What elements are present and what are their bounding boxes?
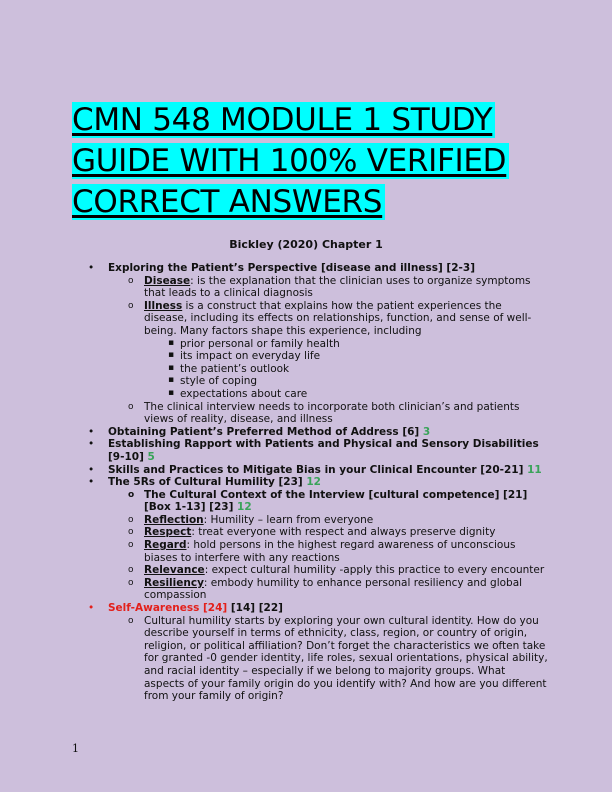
- sub-sub-list-item: ▪ prior personal or family health: [168, 337, 340, 350]
- circle-bullet-icon: o: [128, 615, 134, 626]
- circle-bullet-icon: o: [128, 489, 135, 500]
- sub-sub-list-item: ▪ expectations about care: [168, 387, 308, 400]
- title-line-3: CORRECT ANSWERS: [72, 182, 552, 223]
- circle-bullet-icon: o: [128, 540, 134, 551]
- list-item: • Self-Awareness [24] [14] [22]: [88, 602, 283, 615]
- subtitle: Bickley (2020) Chapter 1: [229, 238, 383, 251]
- title-line-2: GUIDE WITH 100% VERIFIED: [72, 141, 552, 182]
- answer-number: 12: [306, 476, 321, 489]
- circle-bullet-icon: o: [128, 527, 134, 538]
- document-title: [72, 100, 552, 223]
- term-respect: Respect: [144, 526, 192, 539]
- square-bullet-icon: ▪: [168, 350, 175, 361]
- study-guide-list: [88, 262, 548, 703]
- bullet-icon: •: [88, 438, 95, 451]
- bullet-icon: •: [88, 262, 95, 274]
- sub-list-item: o Reflection: Humility – learn from everyone: [128, 513, 374, 526]
- term-regard: Regard: [144, 539, 187, 552]
- sub-list-item: o Illness is a construct that explains how the patient experiences the disease, including its effects on relationships, function, and sense of well-being. Many factors shape this experience, including: [128, 299, 532, 337]
- sub-sub-list-item: ▪ its impact on everyday life: [168, 350, 321, 363]
- term-resiliency: Resiliency: [144, 576, 204, 589]
- sub-list-item: o Regard: hold persons in the highest regard awareness of unconscious biases to interfere with any reactions: [128, 539, 516, 564]
- square-bullet-icon: ▪: [168, 362, 175, 373]
- square-bullet-icon: ▪: [168, 387, 175, 398]
- sub-list-item: o Resiliency: embody humility to enhance personal resiliency and global compassion: [128, 576, 523, 602]
- title-line-1: CMN 548 MODULE 1 STUDY: [72, 100, 552, 141]
- circle-bullet-icon: o: [128, 577, 134, 588]
- sub-list-item: o Disease: is the explanation that the clinician uses to organize symptoms that leads to a clinical diagnosis: [128, 274, 531, 300]
- list-item: • The 5Rs of Cultural Humility [23] 12: [88, 476, 321, 489]
- answer-number: 11: [527, 463, 542, 476]
- answer-number: 3: [422, 425, 431, 438]
- square-bullet-icon: ▪: [168, 337, 175, 348]
- sub-sub-list-item: ▪ style of coping: [168, 375, 258, 388]
- term-relevance: Relevance: [144, 564, 205, 577]
- list-item: • Skills and Practices to Mitigate Bias in your Clinical Encounter [20-21] 11: [88, 463, 542, 476]
- circle-bullet-icon: o: [128, 565, 134, 576]
- list-item: • Obtaining Patient’s Preferred Method of Address [6] 3: [88, 425, 431, 438]
- term-reflection: Reflection: [144, 513, 204, 526]
- list-item: • Exploring the Patient’s Perspective [disease and illness] [2-3]: [88, 262, 475, 274]
- self-awareness-heading: Self-Awareness [24]: [108, 602, 228, 615]
- square-bullet-icon: ▪: [168, 375, 175, 386]
- sub-list-item: o Relevance: expect cultural humility -apply this practice to every encounter: [128, 564, 545, 577]
- circle-bullet-icon: o: [128, 514, 134, 525]
- sub-list-item: o Respect: treat everyone with respect and always preserve dignity: [128, 526, 496, 539]
- bullet-icon: •: [88, 476, 95, 489]
- term-disease: Disease: [144, 274, 191, 287]
- list-item: • Establishing Rapport with Patients and Physical and Sensory Disabilities [9-10] 5: [88, 438, 539, 463]
- circle-bullet-icon: o: [128, 300, 134, 311]
- bullet-icon: •: [88, 463, 95, 476]
- sub-list-item: o Cultural humility starts by exploring your own cultural identity. How do you describe yourself in terms of ethnicity, class, region, or country of origin, religion, or political affiliation? Don’t forget the characteristics we often take for granted -0 gender identity, life roles, sexual orientations, physical ability, and racial identity – especially if we belong to majority groups. What aspects of your family origin do you identify with? And how are you different from your family of origin?: [128, 614, 548, 703]
- sub-list-item: o The Cultural Context of the Interview [cultural competence] [21] [Box 1-13] [23] 12: [128, 488, 528, 514]
- bullet-icon: •: [88, 425, 95, 438]
- sub-list-item: o The clinical interview needs to incorporate both clinician’s and patients views of reality, disease, and illness: [128, 400, 520, 426]
- sub-sub-list-item: ▪ the patient’s outlook: [168, 362, 290, 375]
- answer-number: 5: [147, 450, 155, 463]
- circle-bullet-icon: o: [128, 275, 134, 286]
- answer-number: 12: [237, 501, 252, 514]
- page-number: 1: [72, 742, 79, 755]
- circle-bullet-icon: o: [128, 401, 134, 412]
- bullet-icon: •: [88, 602, 95, 615]
- term-illness: Illness: [144, 299, 183, 312]
